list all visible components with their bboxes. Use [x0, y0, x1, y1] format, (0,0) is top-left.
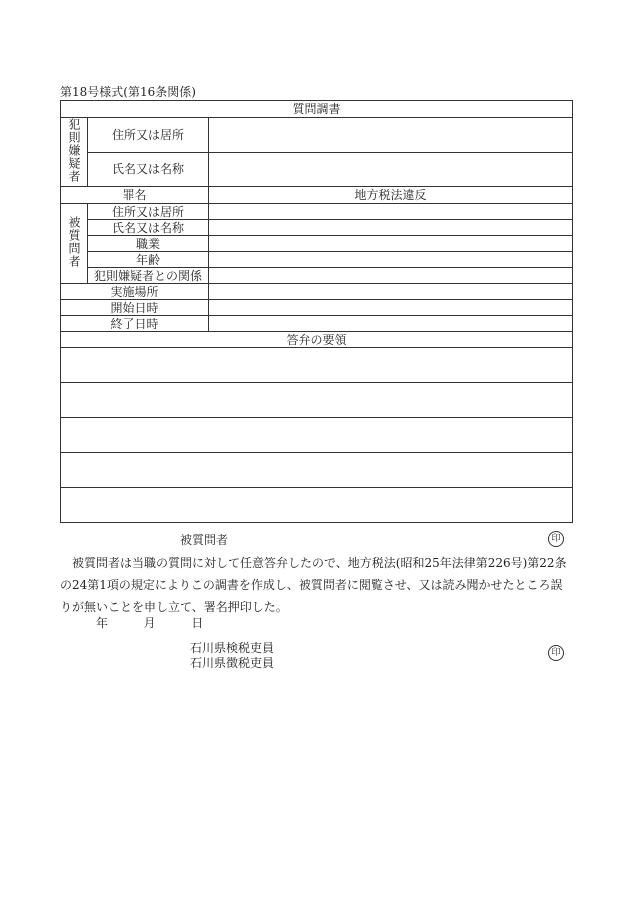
- seal-icon: 印: [548, 531, 564, 547]
- suspect-address-label: 住所又は居所: [88, 118, 209, 153]
- end-datetime-label: 終了日時: [61, 316, 209, 332]
- questioned-age-value[interactable]: [209, 252, 573, 268]
- questioned-address-label: 住所又は居所: [88, 204, 209, 220]
- statement-text: 被質問者は当職の質問に対して任意答弁したので、地方税法(昭和25年法律第226号)第22条の24第1項の規定によりこの調書を作成し、被質問者に閲覧させ、又は読み聞かせたところ誤りが無いことを申し立て、署名押印した。: [60, 556, 567, 614]
- seal-icon: 印: [548, 645, 564, 661]
- form-title: 質問調書: [61, 101, 573, 118]
- date-row: [96, 614, 203, 631]
- answer-line[interactable]: [61, 348, 573, 383]
- collector-label: 石川県徴税吏員: [190, 656, 275, 670]
- start-datetime-value[interactable]: [209, 300, 573, 316]
- place-value[interactable]: [209, 284, 573, 300]
- crime-label: 罪名: [61, 187, 209, 204]
- answer-heading: 答弁の要領: [61, 332, 573, 348]
- inspector-label: 石川県検税吏員: [190, 641, 275, 655]
- officers-block: [190, 641, 274, 671]
- questioned-signature-label: 被質問者: [180, 533, 229, 547]
- suspect-section-label: 犯則嫌疑者: [61, 118, 88, 187]
- year-label: 年: [96, 616, 109, 630]
- answer-line[interactable]: [61, 453, 573, 488]
- questioned-occupation-value[interactable]: [209, 236, 573, 252]
- answer-line[interactable]: [61, 418, 573, 453]
- questioned-age-label: 年齢: [88, 252, 209, 268]
- start-datetime-label: 開始日時: [61, 300, 209, 316]
- questioned-address-value[interactable]: [209, 204, 573, 220]
- questioned-section-label: 被質問者: [61, 204, 88, 284]
- crime-value: 地方税法違反: [209, 187, 573, 204]
- questioned-name-value[interactable]: [209, 220, 573, 236]
- place-label: 実施場所: [61, 284, 209, 300]
- answer-line[interactable]: [61, 488, 573, 523]
- end-datetime-value[interactable]: [209, 316, 573, 332]
- questioned-occupation-label: 職業: [88, 236, 209, 252]
- questioned-relation-value[interactable]: [209, 268, 573, 284]
- month-label: 月: [143, 616, 156, 630]
- suspect-name-label: 氏名又は名称: [88, 152, 209, 187]
- answer-line[interactable]: [61, 383, 573, 418]
- day-label: 日: [191, 616, 204, 630]
- questioning-record-table: [60, 100, 573, 523]
- suspect-address-value[interactable]: [209, 118, 573, 153]
- suspect-name-value[interactable]: [209, 152, 573, 187]
- form-number: 第18号様式(第16条関係): [60, 85, 196, 99]
- questioned-name-label: 氏名又は名称: [88, 220, 209, 236]
- questioned-relation-label: 犯則嫌疑者との関係: [88, 268, 209, 284]
